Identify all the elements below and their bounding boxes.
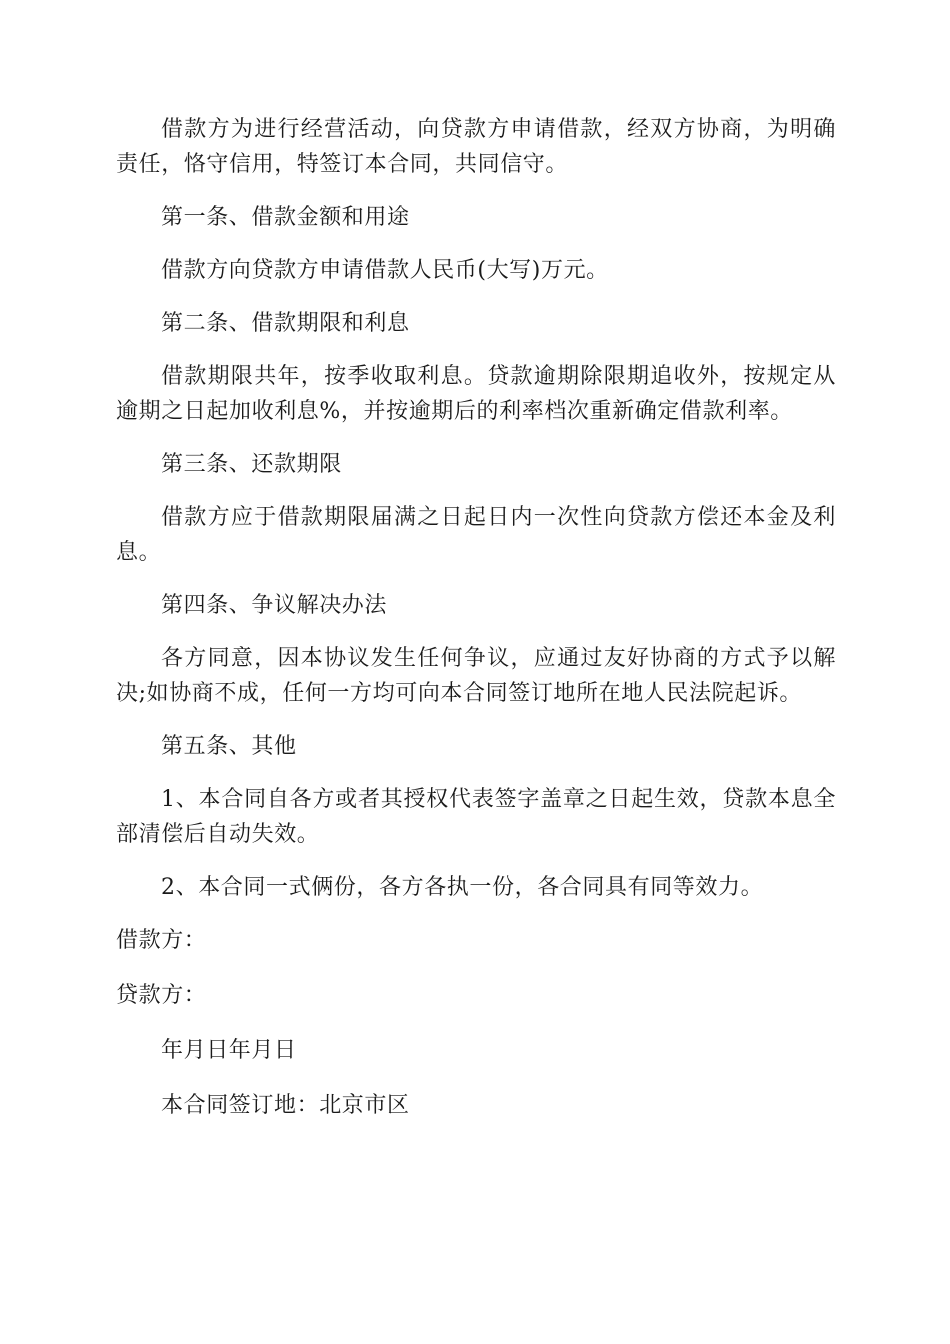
contract-body (116, 112, 836, 1141)
article-2-text: 借款期限共年，按季收取利息。贷款逾期除限期追收外，按规定从逾期之日起加收利息%，并按逾期后的利率档次重新确定借款利率。 (116, 364, 836, 424)
article-5-heading: 第五条、其他 (161, 734, 297, 759)
article-5-clause-1: 1、本合同自各方或者其授权代表签字盖章之日起生效，贷款本息全部清偿后自动失效。 (116, 787, 836, 847)
signing-place-line: 本合同签订地：北京市区 (161, 1093, 410, 1118)
article-1-text: 借款方向贷款方申请借款人民币(大写)万元。 (161, 258, 609, 283)
lender-signature-line: 贷款方： (116, 983, 207, 1008)
borrower-signature-line: 借款方： (116, 928, 207, 953)
article-2-heading: 第二条、借款期限和利息 (161, 311, 410, 336)
article-1-heading: 第一条、借款金额和用途 (161, 205, 410, 230)
article-5-clause-2: 2、本合同一式俩份，各方各执一份，各合同具有同等效力。 (161, 875, 764, 900)
article-4-text: 各方同意，因本协议发生任何争议，应通过友好协商的方式予以解决;如协商不成，任何一方均可向本合同签订地所在地人民法院起诉。 (116, 646, 836, 706)
article-3-text: 借款方应于借款期限届满之日起日内一次性向贷款方偿还本金及利息。 (116, 505, 836, 565)
intro-paragraph: 借款方为进行经营活动，向贷款方申请借款，经双方协商，为明确责任，恪守信用，特签订本合同，共同信守。 (116, 117, 836, 177)
article-4-heading: 第四条、争议解决办法 (161, 593, 388, 618)
signing-date-line: 年月日年月日 (161, 1038, 297, 1063)
article-3-heading: 第三条、还款期限 (161, 452, 342, 477)
